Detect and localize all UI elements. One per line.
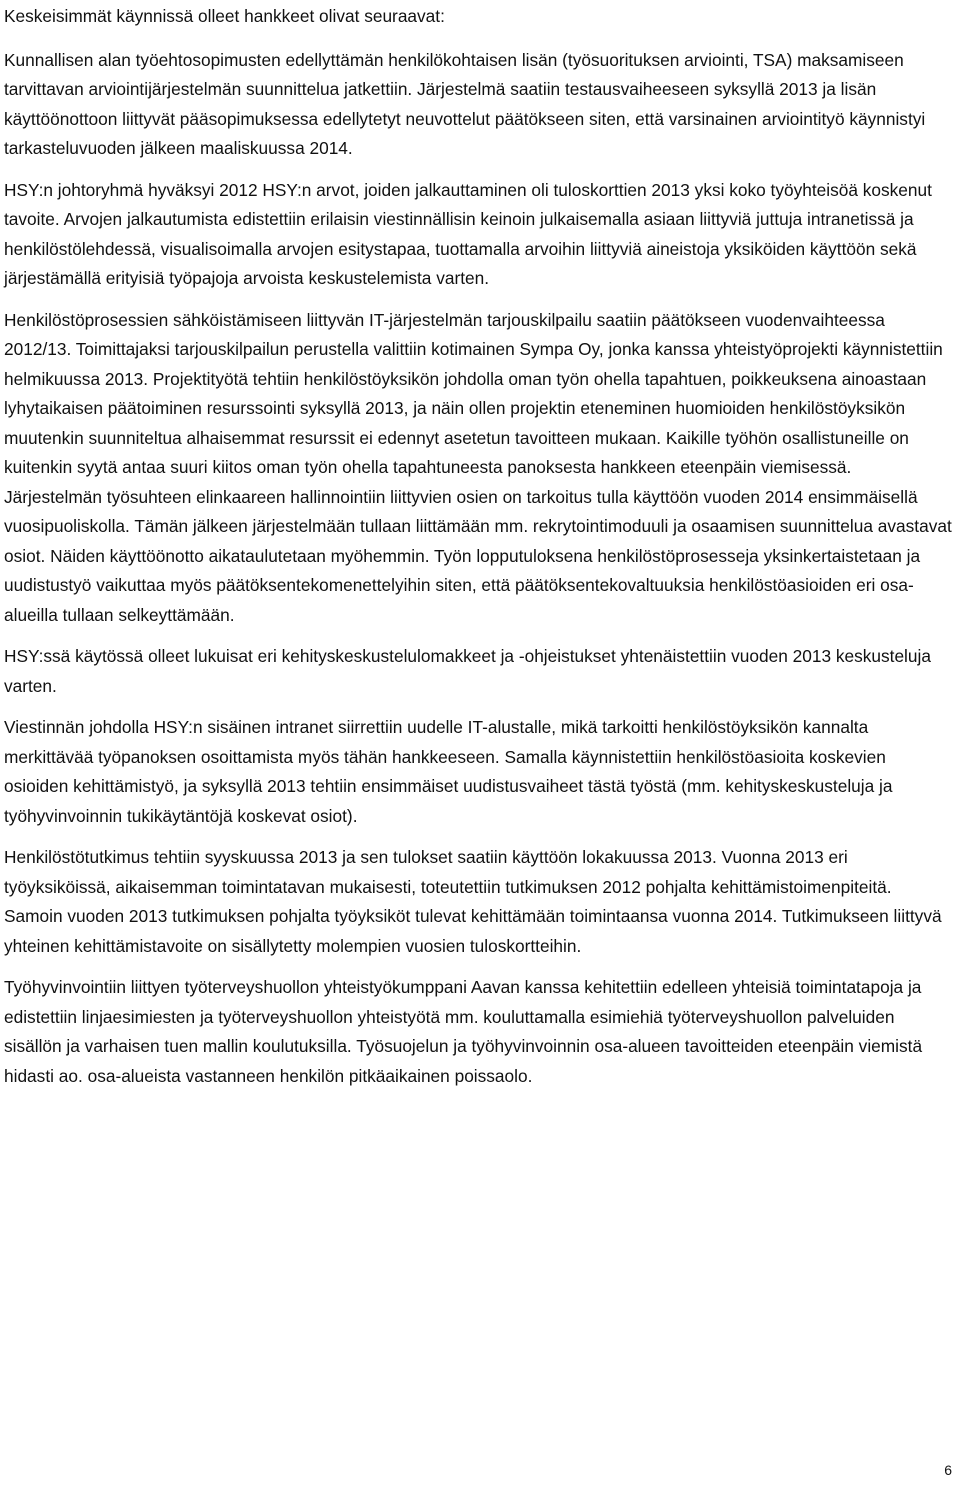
- section-heading: Keskeisimmät käynnissä olleet hankkeet olivat seuraavat:: [4, 6, 445, 26]
- document-page: [4, 0, 954, 1091]
- paragraph-kehityskeskustelu: HSY:ssä käytössä olleet lukuisat eri kehityskeskustelulomakkeet ja -ohjeistukset yhtenäistettiin vuoden 2013 keskusteluja varten.: [4, 646, 931, 696]
- paragraph-it-jarjestelma: Henkilöstöprosessien sähköistämiseen liittyvän IT-järjestelmän tarjouskilpailu saatiin päätökseen vuodenvaihteessa 2012/13. Toimittajaksi tarjouskilpailun perustella valittiin kotimainen Sympa Oy, jonka kanssa yhteistyöprojekti käynnistettiin helmikuussa 2013. Projektityötä tehtiin henkilöstöyksikön johdolla oman työn ohella tapahtuen, poikkeuksena ainoastaan lyhytaikaisen päätoiminen resurssointi syksyllä 2013, ja näin ollen projektin eteneminen huomioiden henkilöstöyksikön muutenkin suunniteltua alhaisemmat resurssit ei edennyt asetetun tavoitteen mukaan. Kaikille työhön osallistuneille on kuitenkin syytä antaa suuri kiitos oman työn ohella tapahtuneesta panoksesta hankkeen eteenpäin viemisessä. Järjestelmän työsuhteen elinkaareen hallinnointiin liittyvien osien on tarkoitus tulla käyttöön vuoden 2014 ensimmäisellä vuosipuoliskolla. Tämän jälkeen järjestelmään tullaan liittämään mm. rekrytointimoduuli ja osaamisen suunnittelua avastavat osiot. Näiden käyttöönotto aikataulutetaan myöhemmin. Työn lopputuloksena henkilöstöprosesseja yksinkertaistetaan ja uudistustyö vaikuttaa myös päätöksentekomenettelyihin siten, että päätöksentekovaltuuksia henkilöstöasioiden eri osa-alueilla tullaan selkeyttämään.: [4, 309, 952, 625]
- paragraph-henkilostotutkimus: Henkilöstötutkimus tehtiin syyskuussa 2013 ja sen tulokset saatiin käyttöön lokakuussa 2013. Vuonna 2013 eri työyksiköissä, aikaisemman toimintatavan mukaisesti, toteutettiin tutkimuksen 2012 pohjalta kehittämistoimenpiteitä. Samoin vuoden 2013 tutkimuksen pohjalta työyksiköt tulevat kehittämään toimintaansa vuonna 2014. Tutkimukseen liittyvä yhteinen kehittämistavoite on sisällytetty molempien vuosien tuloskortteihin.: [4, 847, 942, 956]
- paragraph-intranet: Viestinnän johdolla HSY:n sisäinen intranet siirrettiin uudelle IT-alustalle, mikä tarkoitti henkilöstöyksikön kannalta merkittävää työpanoksen osoittamista myös tähän hankkeeseen. Samalla käynnistettiin henkilöstöasioita koskevien osioiden kehittämistyö, ja syksyllä 2013 tehtiin ensimmäiset uudistusvaiheet tästä työstä (mm. kehityskeskusteluja ja työhyvinvoinnin tukikäytäntöjä koskevat osiot).: [4, 717, 893, 826]
- paragraph-tyohyvinvointi: Työhyvinvointiin liittyen työterveyshuollon yhteistyökumppani Aavan kanssa kehitettiin edelleen yhteisiä toimintatapoja ja edistettiin linjaesimiesten ja työterveyshuollon yhteistyötä mm. kouluttamalla esimiehiä työterveyshuollon palveluiden sisällön ja varhaisen tuen mallin koulutuksilla. Työsuojelun ja työhyvinvoinnin osa-alueen tavoitteiden eteenpäin viemistä hidasti ao. osa-alueista vastanneen henkilön pitkäaikainen poissaolo.: [4, 977, 923, 1086]
- page-number: 6: [944, 1462, 952, 1478]
- paragraph-hsy-arvot: HSY:n johtoryhmä hyväksyi 2012 HSY:n arvot, joiden jalkauttaminen oli tuloskorttien 2013 yksi koko työyhteisöä koskenut tavoite. Arvojen jalkautumista edistettiin erilaisin viestinnällisin keinoin julkaisemalla asiaan liittyviä juttuja intranetissä ja henkilöstölehdessä, visualisoimalla arvojen esitystapaa, tuottamalla arvoihin liittyviä aineistoja yksiköiden käyttöön sekä järjestämällä erityisiä työpajoja arvoista keskustelemista varten.: [4, 179, 932, 288]
- paragraph-tsa-arviointi: Kunnallisen alan työehtosopimusten edellyttämän henkilökohtaisen lisän (työsuorituksen arviointi, TSA) maksamiseen tarvittavan arviointijärjestelmän suunnittelua jatkettiin. Järjestelmä saatiin testausvaiheeseen syksyllä 2013 ja lisän käyttöönottoon liittyvät pääsopimuksessa edellytetyt neuvottelut päätökseen siten, että varsinainen arviointityö käynnistyi tarkasteluvuoden jälkeen maaliskuussa 2014.: [4, 49, 926, 158]
